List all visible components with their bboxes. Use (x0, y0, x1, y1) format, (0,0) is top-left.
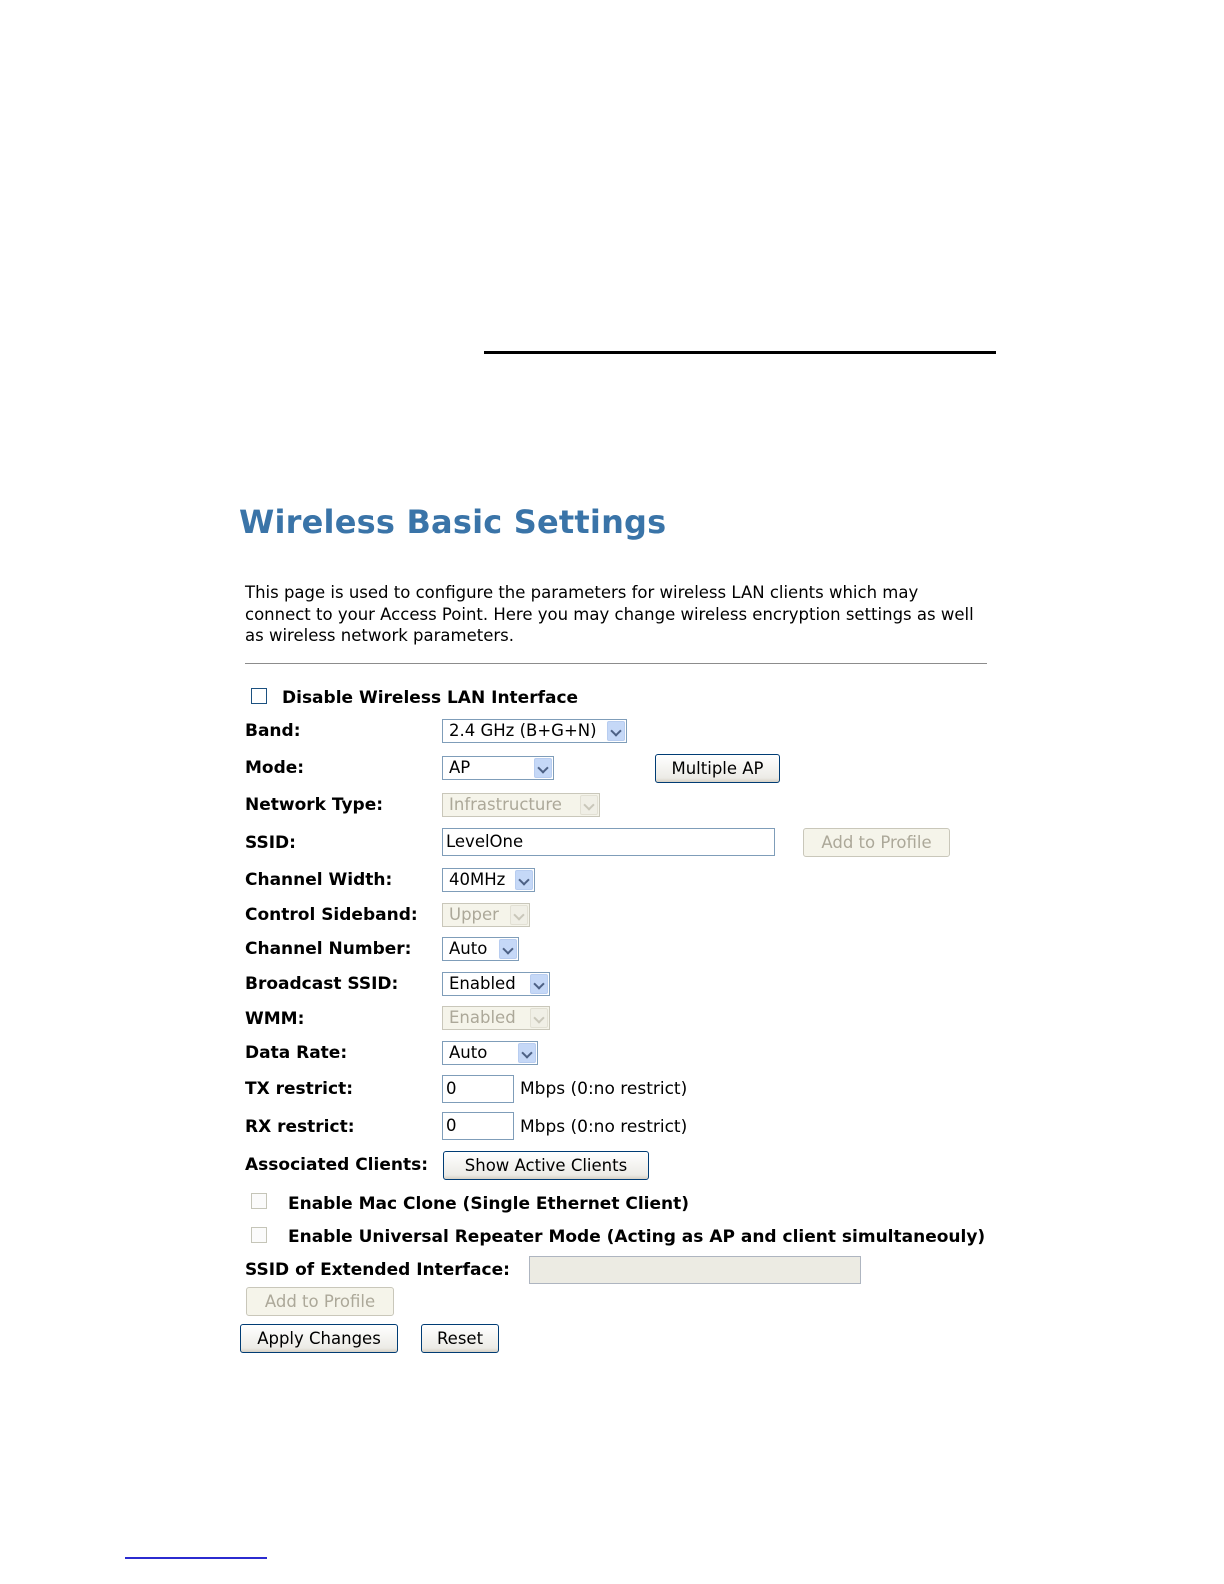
band-label: Band: (245, 721, 301, 741)
control-sideband-label: Control Sideband: (245, 905, 418, 925)
tx-restrict-label: TX restrict: (245, 1079, 353, 1099)
apply-changes-button[interactable]: Apply Changes (240, 1324, 398, 1353)
multiple-ap-button[interactable]: Multiple AP (655, 754, 780, 783)
footer-rule (125, 1557, 267, 1559)
add-to-profile-extended-button[interactable]: Add to Profile (246, 1287, 394, 1316)
mode-select[interactable] (442, 756, 554, 780)
disable-wlan-label: Disable Wireless LAN Interface (282, 688, 579, 708)
chevron-down-icon (515, 870, 533, 890)
rx-restrict-input[interactable]: 0 (442, 1112, 514, 1140)
channel-number-select[interactable] (442, 937, 519, 961)
associated-clients-label: Associated Clients: (245, 1155, 428, 1175)
network-type-select-value: Infrastructure (449, 795, 562, 814)
mac-clone-checkbox[interactable] (251, 1193, 267, 1209)
ssid-extended-input[interactable] (529, 1256, 861, 1284)
channel-width-label: Channel Width: (245, 870, 393, 890)
network-type-select (442, 793, 600, 817)
add-to-profile-button[interactable]: Add to Profile (803, 828, 950, 857)
ssid-extended-label: SSID of Extended Interface: (245, 1260, 510, 1280)
chevron-down-icon (530, 1008, 548, 1028)
disable-wlan-checkbox[interactable] (251, 688, 267, 704)
broadcast-ssid-select-value: Enabled (449, 974, 516, 993)
chevron-down-icon (510, 905, 528, 925)
channel-number-select-value: Auto (449, 939, 488, 958)
show-active-clients-button[interactable]: Show Active Clients (443, 1151, 649, 1180)
wmm-select-value: Enabled (449, 1008, 516, 1027)
control-sideband-select-value: Upper (449, 905, 499, 924)
chevron-down-icon (580, 795, 598, 815)
network-type-label: Network Type: (245, 795, 384, 815)
wmm-select (442, 1006, 550, 1030)
chevron-down-icon (518, 1043, 536, 1063)
band-select-value: 2.4 GHz (B+G+N) (449, 721, 597, 740)
mode-label: Mode: (245, 758, 305, 778)
channel-number-label: Channel Number: (245, 939, 412, 959)
data-rate-select-value: Auto (449, 1043, 488, 1062)
page-description: This page is used to configure the parameters for wireless LAN clients which may connect to your Access Point. Here you may change wireless encryption settings as well as wireless network parameters. (245, 583, 974, 645)
broadcast-ssid-label: Broadcast SSID: (245, 974, 399, 994)
chevron-down-icon (530, 974, 548, 994)
channel-width-select-value: 40MHz (449, 870, 506, 889)
reset-button[interactable]: Reset (421, 1324, 499, 1353)
mode-select-value: AP (449, 758, 471, 777)
band-select[interactable] (442, 719, 627, 743)
rx-restrict-label: RX restrict: (245, 1117, 355, 1137)
top-rule (484, 351, 996, 354)
data-rate-label: Data Rate: (245, 1043, 348, 1063)
ssid-input[interactable]: LevelOne (442, 828, 775, 856)
broadcast-ssid-select[interactable] (442, 972, 550, 996)
control-sideband-select (442, 903, 530, 927)
wmm-label: WMM: (245, 1009, 305, 1029)
rx-restrict-unit: Mbps (0:no restrict) (520, 1117, 688, 1137)
divider (245, 663, 987, 664)
universal-repeater-label: Enable Universal Repeater Mode (Acting as AP and client simultaneouly) (288, 1227, 986, 1247)
tx-restrict-unit: Mbps (0:no restrict) (520, 1079, 688, 1099)
data-rate-select[interactable] (442, 1041, 538, 1065)
chevron-down-icon (499, 939, 517, 959)
mac-clone-label: Enable Mac Clone (Single Ethernet Client) (288, 1194, 690, 1214)
page-title: Wireless Basic Settings (239, 503, 667, 541)
chevron-down-icon (534, 758, 552, 778)
tx-restrict-input[interactable]: 0 (442, 1075, 514, 1103)
chevron-down-icon (607, 721, 625, 741)
ssid-label: SSID: (245, 833, 296, 853)
channel-width-select[interactable] (442, 868, 535, 892)
universal-repeater-checkbox[interactable] (251, 1227, 267, 1243)
